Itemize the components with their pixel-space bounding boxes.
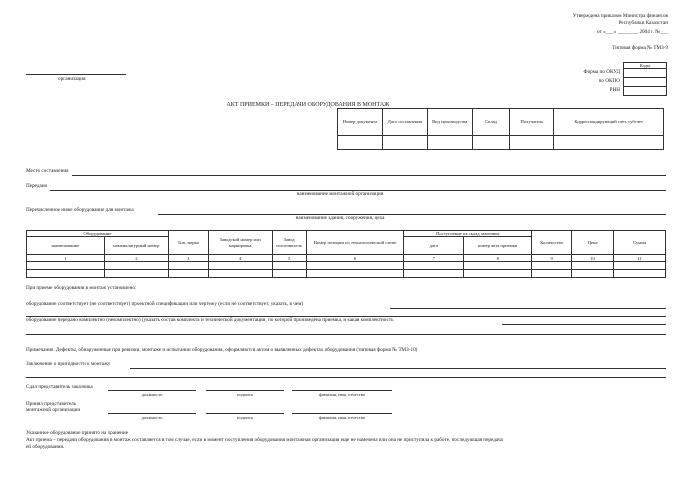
doc-table xyxy=(337,108,664,150)
handed-label: Сдал представитель заказчика xyxy=(26,384,93,390)
col-price: Цена xyxy=(572,231,614,255)
code-rnn[interactable] xyxy=(624,87,667,96)
handed-signature-caption: подпись xyxy=(236,392,253,397)
conclusion-label: Заключение о пригодности к монтажу xyxy=(26,361,111,367)
complete-field-2[interactable] xyxy=(26,334,666,335)
place-field[interactable] xyxy=(72,175,666,176)
codes-box xyxy=(623,62,667,96)
handed-position-caption: должность xyxy=(141,392,163,397)
complete-field[interactable] xyxy=(502,324,666,325)
approval-line-3: от «___» ________ 2004 г. №___ xyxy=(597,29,668,35)
accepted-position-field[interactable] xyxy=(108,413,196,414)
col-num-9: 9 xyxy=(532,255,572,262)
table-row[interactable] xyxy=(27,270,666,278)
handed-fio-field[interactable] xyxy=(292,390,392,391)
col-num-7: 7 xyxy=(404,255,464,262)
accepted-fio-field[interactable] xyxy=(292,413,392,414)
col-sum: Сумма xyxy=(614,231,666,255)
col-num-10: 10 xyxy=(572,255,614,262)
group-receipt: Поступление на склад заказчика xyxy=(404,231,532,237)
column-numbers-row xyxy=(27,255,666,262)
equipment-table xyxy=(26,230,666,278)
note-text: Примечание. Дефекты, обнаруженные при ревизии, монтаже и испытании оборудования, оформляются актом о выявленных дефектах оборудования (типовая форма № ТМЗ-10) xyxy=(26,347,418,353)
col-nomenclature: номенклатурный номер xyxy=(104,237,168,255)
doc-col-account: Корреспондирующий счет, субсчет xyxy=(554,109,664,136)
col-date: дата xyxy=(404,237,464,255)
equipment-list-label: Перечисленное ниже оборудование для монтажа xyxy=(26,207,134,213)
equipment-list-field[interactable] xyxy=(158,214,666,215)
conforms-field[interactable] xyxy=(390,308,666,309)
code-label-rnn: РНН xyxy=(609,87,620,93)
conclusion-field[interactable] xyxy=(130,368,666,369)
page-title: АКТ ПРИЕМКИ – ПЕРЕДАЧИ ОБОРУДОВАНИЯ В МОНТАЖ xyxy=(226,102,390,108)
doc-col-number: Номер документа xyxy=(338,109,383,136)
col-num-4: 4 xyxy=(208,255,272,262)
organization-field[interactable] xyxy=(26,74,126,75)
col-manufacturer: Завод изготовитель xyxy=(272,231,306,255)
accepted-label-2: монтажной организации xyxy=(26,407,81,413)
handed-position-field[interactable] xyxy=(108,390,196,391)
col-num-2: 2 xyxy=(104,255,168,262)
col-act-no: номер акта приемки xyxy=(464,237,532,255)
accepted-signature-caption: подпись xyxy=(236,415,253,420)
approval-line-2: Республики Казахстан xyxy=(618,20,668,26)
handed-fio-caption: фамилия, имя, отчество xyxy=(318,392,366,397)
accepted-fio-caption: фамилия, имя, отчество xyxy=(318,415,366,420)
handed-signature-field[interactable] xyxy=(206,390,284,391)
col-num-5: 5 xyxy=(272,255,306,262)
code-label-okpo: по ОКПО xyxy=(598,78,620,84)
col-num-6: 6 xyxy=(306,255,404,262)
conclusion-field-2[interactable] xyxy=(26,377,666,378)
table-row[interactable] xyxy=(27,262,666,270)
transferred-label: Передано xyxy=(26,183,48,189)
col-position: Номер позиции по технологической схеме xyxy=(306,231,404,255)
col-num-8: 8 xyxy=(464,255,532,262)
building-caption: наименование здания, сооружения, цеха xyxy=(295,215,385,221)
col-name: наименование xyxy=(27,237,105,255)
doc-col-warehouse: Склад xyxy=(472,109,510,136)
doc-cell-number[interactable] xyxy=(338,136,383,150)
organization-label: организация xyxy=(58,76,86,82)
doc-col-recipient: Получатель xyxy=(510,109,554,136)
col-qty: Количество xyxy=(532,231,572,255)
accepted-label-1: Принял представитель xyxy=(26,401,77,407)
group-equipment: Оборудование xyxy=(27,231,169,237)
approval-line-1: Утверждена приказом Министра финансов xyxy=(572,13,668,19)
conforms-text: оборудование соответствует (не соответствует) проектной спецификации или чертежу (если не соответствует, указать, в чем) xyxy=(26,301,304,307)
col-type: Тип, марка xyxy=(168,231,208,255)
col-num-1: 1 xyxy=(27,255,105,262)
doc-cell-recipient[interactable] xyxy=(510,136,554,150)
form-type: Типовая форма № ТМЗ-9 xyxy=(612,45,668,51)
doc-col-production: Вид производства xyxy=(427,109,472,136)
accepted-signature-field[interactable] xyxy=(206,413,284,414)
established-text: При приеме оборудования в монтаж установлено: xyxy=(26,285,137,291)
complete-text: оборудование передано комплектно (некомплектно) (указать состав комплекта и технической документации, по которой произведена приемка, и какая комплектность xyxy=(26,317,394,323)
doc-cell-date[interactable] xyxy=(382,136,427,150)
doc-cell-warehouse[interactable] xyxy=(472,136,510,150)
code-okud[interactable] xyxy=(624,69,667,78)
col-num-11: 11 xyxy=(614,255,666,262)
place-label: Место составления xyxy=(26,168,69,174)
footer-line-2: Акт приема – передачи оборудования в монтаж составляется в том случае, если в момент поступления оборудования монтажная организация еще не намечена или она не приступила к работе, последующая передача xyxy=(26,437,503,443)
mounting-org-caption: наименование монтажной организации xyxy=(296,191,384,197)
code-label-okud: Форма по ОКУД xyxy=(583,69,620,75)
col-factory-no: Заводской номер или маркировка xyxy=(208,231,272,255)
doc-col-date: Дата составления xyxy=(382,109,427,136)
doc-cell-account[interactable] xyxy=(554,136,664,150)
accepted-position-caption: должность xyxy=(141,415,163,420)
code-okpo[interactable] xyxy=(624,78,667,87)
footer-line-1: Указанное оборудование принято на хранение xyxy=(26,430,129,436)
doc-cell-production[interactable] xyxy=(427,136,472,150)
codes-header: Коды xyxy=(624,63,667,69)
footer-line-3: ей оборудования. xyxy=(26,444,65,450)
col-num-3: 3 xyxy=(168,255,208,262)
